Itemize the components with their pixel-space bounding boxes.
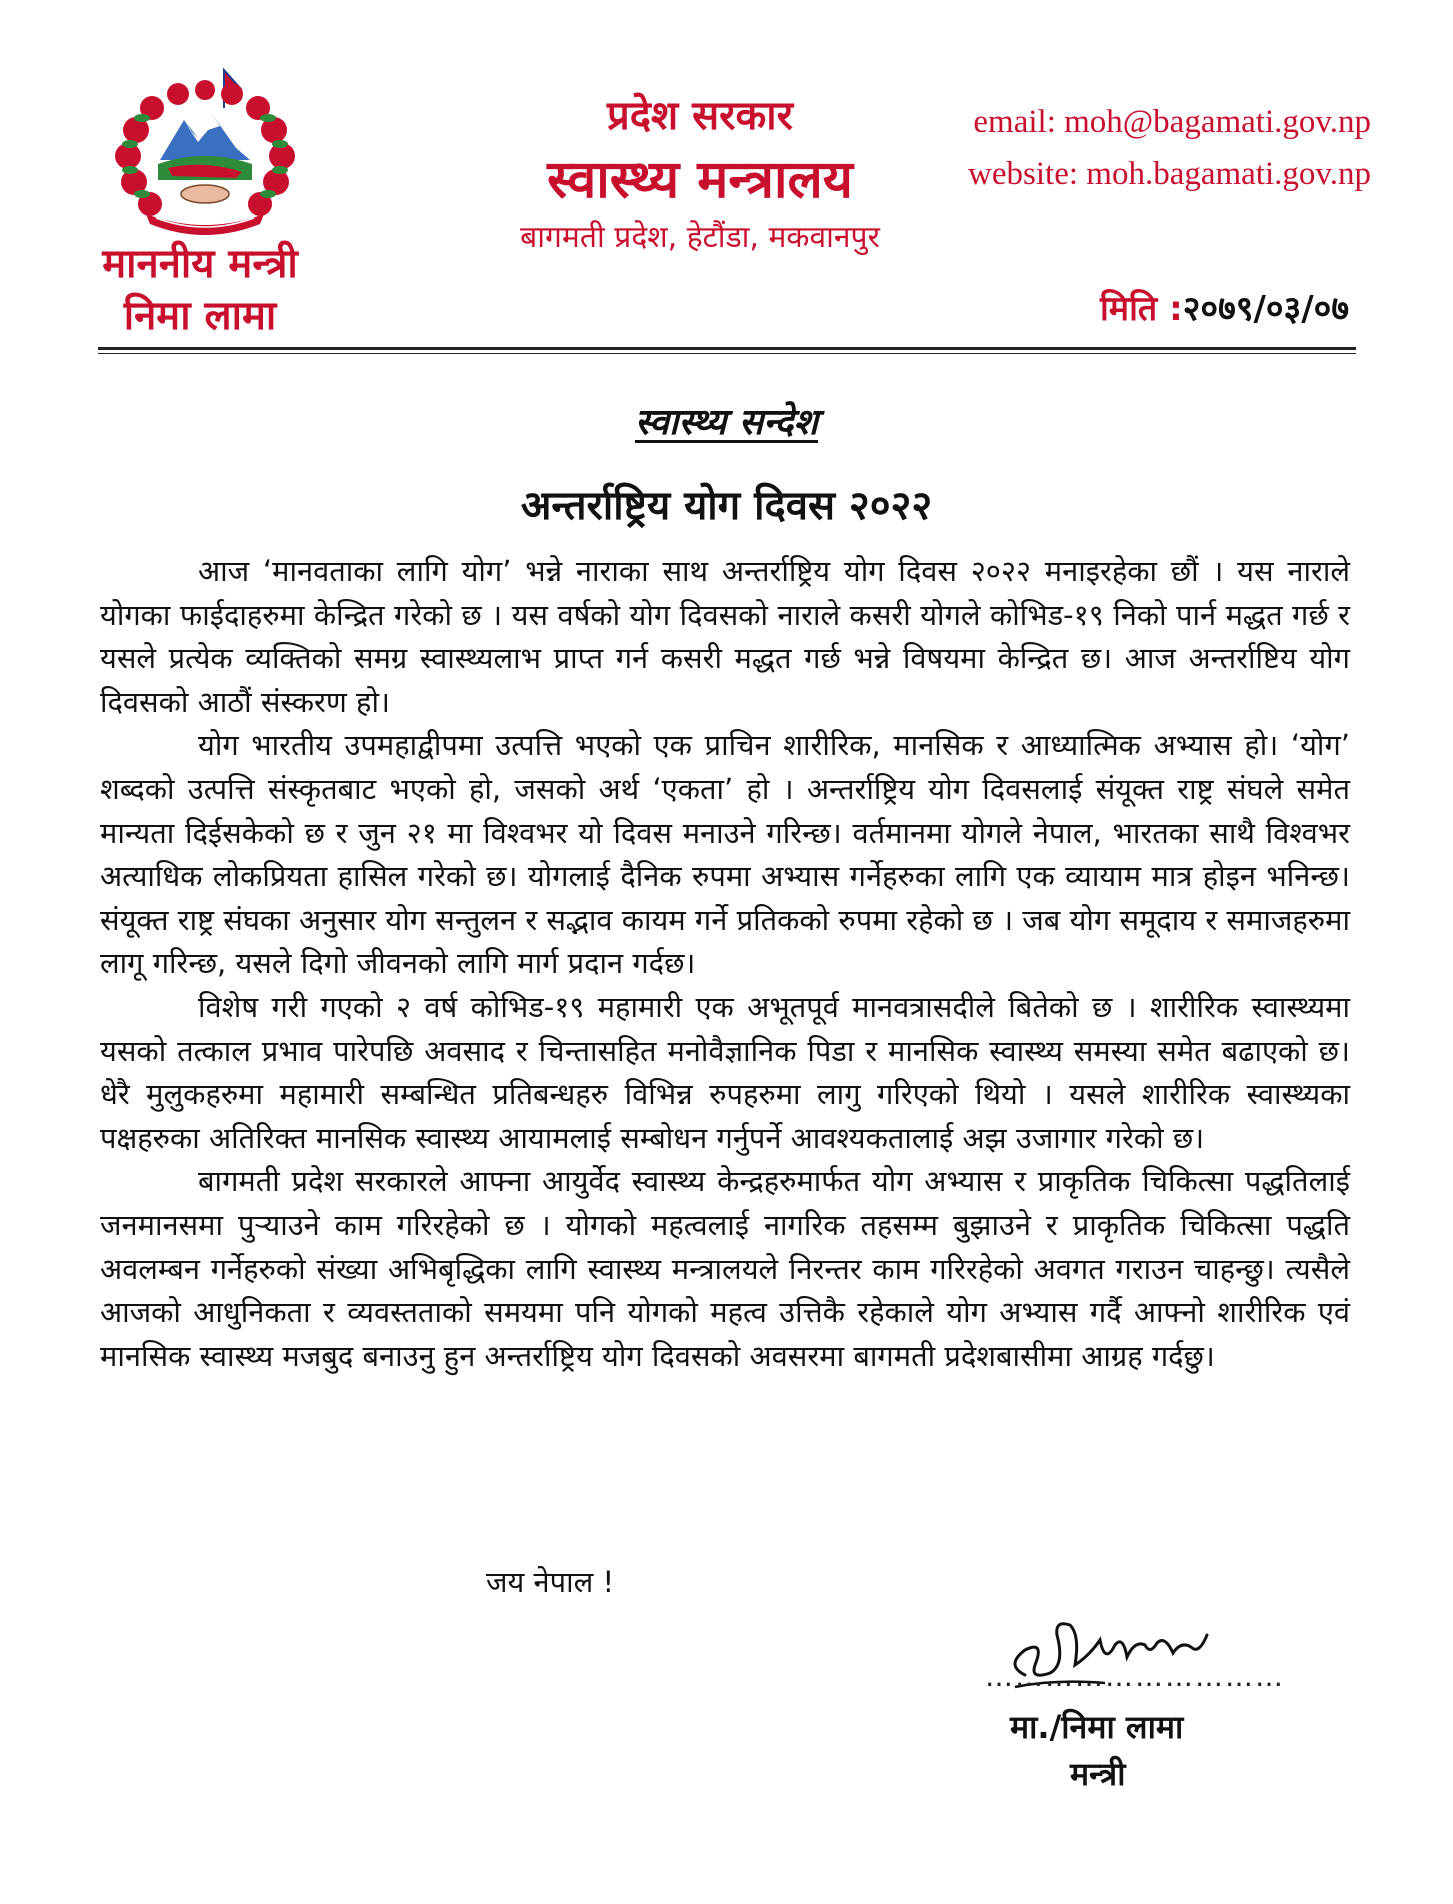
body-paragraph: विशेष गरी गएको २ वर्ष कोभिड-१९ महामारी एक अभूतपूर्व मानवत्रासदीले बितेको छ । शारीरिक स्वास्थ्यमा यसको तत्काल प्रभाव पारेपछि अवसाद र चिन्तासहित मनोवैज्ञानिक पिडा र मानसिक स्वास्थ्य समस्या समेत बढाएको छ। धेरै मुलुकहरुमा महामारी सम्बन्धित प्रतिबन्धहरु विभिन्न रुपहरुमा लागु गरिएको थियो । यसले शारीरिक स्वास्थ्यका पक्षहरुका अतिरिक्त मानसिक स्वास्थ्य आयामलाई सम्बोधन गर्नुपर्ने आवश्यकतालाई अझ उजागार गरेको छ। (100, 989, 1350, 1155)
nepal-government-emblem-icon (112, 68, 298, 238)
body-paragraph: बागमती प्रदेश सरकारले आफ्ना आयुर्वेद स्वास्थ्य केन्द्रहरुमार्फत योग अभ्यास र प्राकृतिक चिकित्सा पद्धतिलाई जनमानसमा पुऱ्याउने काम गरिरहेको छ । योगको महत्वलाई नागरिक तहसम्म बुझाउने र प्राकृतिक चिकित्सा पद्धति अवलम्बन गर्नेहरुको संख्या अभिबृद्धिका लागि स्वास्थ्य मन्त्रालयले निरन्तर काम गरिरहेको अवगत गराउन चाहन्छु। त्यसैले आजको आधुनिकता र व्यवस्तताको समयमा पनि योगको महत्व उत्तिकै रहेकाले योग अभ्यास गर्दै आफ्नो शारीरिक एवं मानसिक स्वास्थ्य मजबुद बनाउनु हुन अन्तर्राष्ट्रिय योग दिवसको अवसरमा बागमती प्रदेशबासीमा आग्रह गर्दछु। (100, 1164, 1350, 1373)
header-divider (98, 347, 1356, 350)
date-line (1100, 284, 1349, 330)
body-paragraph: योग भारतीय उपमहाद्वीपमा उत्पत्ति भएको एक प्राचिन शारीरिक, मानसिक र आध्यात्मिक अभ्यास हो। ‘योग’ शब्दको उत्पत्ति संस्कृतबाट भएको हो, जसको अर्थ ‘एकता’ हो । अन्तर्राष्ट्रिय योग दिवसलाई संयूक्त राष्ट्र संघले समेत मान्यता दिईसकेको छ र जुन २१ मा विश्वभर यो दिवस मनाउने गरिन्छ। वर्तमानमा योगले नेपाल, भारतका साथै विश्वभर अत्याधिक लोकप्रियता हासिल गरेको छ। योगलाई दैनिक रुपमा अभ्यास गर्नेहरुका लागि एक व्यायाम मात्र होइन भनिन्छ। संयूक्त राष्ट्र संघका अनुसार योग सन्तुलन र सद्भाव कायम गर्ने प्रतिकको रुपमा रहेको छ । जब योग समूदाय र समाजहरुमा लागू गरिन्छ, यसले दिगो जीवनको लागि मार्ग प्रदान गर्दछ। (100, 728, 1351, 981)
contact-block (968, 96, 1371, 200)
header-divider-thin (98, 353, 1356, 354)
government-name: प्रदेश सरकार (607, 93, 793, 139)
letterhead-center (450, 88, 950, 260)
website-line: website: moh.bagamati.gov.np (968, 156, 1371, 192)
minister-block (70, 238, 330, 342)
message-body (100, 550, 1350, 1378)
body-paragraph: आज ‘मानवताका लागि योग’ भन्ने नाराका साथ अन्तर्राष्ट्रिय योग दिवस २०२२ मनाइरहेका छौं । यस नाराले योगका फाईदाहरुमा केन्द्रित गरेको छ । यस वर्षको योग दिवसको नाराले कसरी योगले कोभिड-१९ निको पार्न मद्धत गर्छ र यसले प्रत्येक व्यक्तिको समग्र स्वास्थ्यलाभ प्राप्त गर्न कसरी मद्धत गर्छ भन्ने विषयमा केन्द्रित छ। आज अन्तर्राष्टिय योग दिवसको आठौं संस्करण हो। (100, 554, 1350, 719)
minister-name: निमा लामा (123, 293, 277, 339)
date-label: मिति : (1099, 289, 1183, 329)
ministry-address: बागमती प्रदेश, हेटौंडा, मकवानपुर (520, 220, 880, 255)
signatory-role: मन्त्री (1070, 1755, 1126, 1793)
signatory-name: मा./निमा लामा (1010, 1708, 1184, 1746)
date-value: २०७९/०३/०७ (1182, 289, 1349, 329)
signature-dotted-line: ………………………… (985, 1660, 1285, 1693)
ministry-name: स्वास्थ्य मन्त्रालय (547, 150, 853, 210)
email-line: email: moh@bagamati.gov.np (973, 104, 1371, 140)
minister-title: माननीय मन्त्री (102, 241, 298, 287)
message-type-heading: स्वास्थ्य सन्देश (635, 402, 818, 443)
closing-salutation: जय नेपाल ! (486, 1565, 615, 1599)
document-title: अन्तर्राष्ट्रिय योग दिवस २०२२ (520, 483, 933, 529)
